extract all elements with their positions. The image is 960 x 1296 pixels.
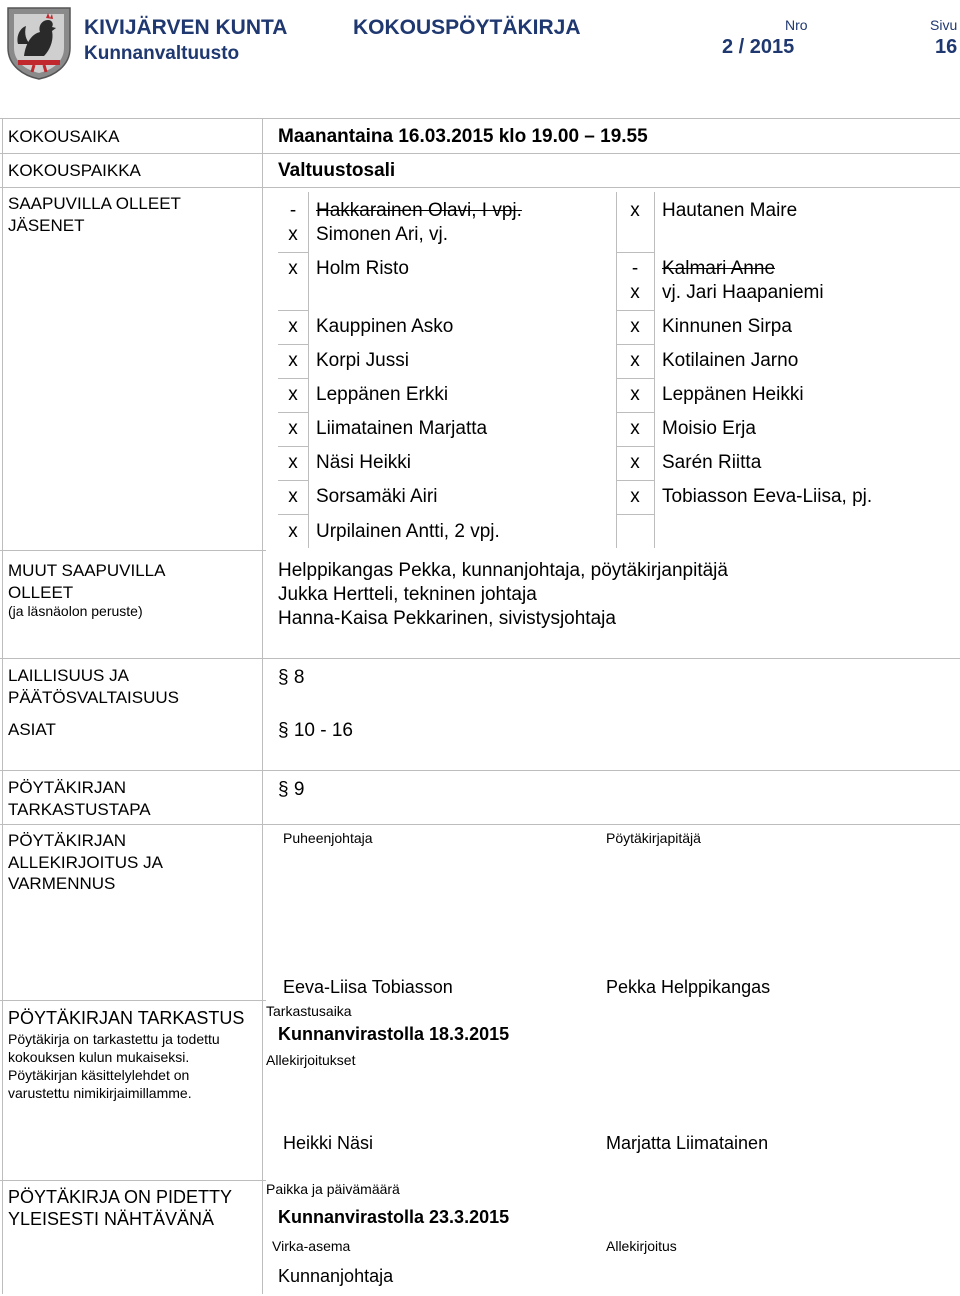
member-name: Tobiasson Eeva-Liisa, pj.	[662, 486, 873, 507]
rule	[278, 252, 308, 253]
member-name: Kotilainen Jarno	[662, 350, 799, 371]
rule	[262, 118, 263, 1294]
rule	[0, 1000, 266, 1001]
meeting-time-label: KOKOUSAIKA	[8, 127, 120, 146]
attendance-mark: x	[630, 486, 640, 507]
inspector-name: Marjatta Liimatainen	[606, 1133, 769, 1153]
inspection-method-label: PÖYTÄKIRJAN TARKASTUSTAPA	[8, 778, 151, 819]
meeting-place-value: Valtuustosali	[278, 160, 396, 181]
members-label: SAAPUVILLA OLLEET JÄSENET	[8, 194, 181, 235]
rule	[0, 770, 960, 771]
member-name: Kalmari Anne	[662, 258, 776, 279]
chair-caption: Puheenjohtaja	[283, 830, 373, 846]
member-name: Sorsamäki Airi	[316, 486, 438, 507]
rule	[278, 514, 308, 515]
other-attendee: Helppikangas Pekka, kunnanjohtaja, pöytäkirjanpitäjä	[278, 560, 728, 581]
attendance-mark: x	[288, 350, 298, 371]
rule	[278, 480, 308, 481]
organization-name: KIVIJÄRVEN KUNTA	[84, 16, 288, 39]
place-date-value: Kunnanvirastolla 23.3.2015	[278, 1207, 510, 1227]
municipality-crest-icon	[4, 4, 74, 80]
page-number: 16	[935, 36, 958, 58]
member-name: Korpi Jussi	[316, 350, 409, 371]
organ-name: Kunnanvaltuusto	[84, 43, 240, 64]
attendance-mark: x	[630, 418, 640, 439]
rule	[2, 118, 3, 1294]
member-name: Leppänen Heikki	[662, 384, 804, 405]
rule	[616, 252, 654, 253]
position-value: Kunnanjohtaja	[278, 1266, 394, 1286]
secretary-caption: Pöytäkirjapitäjä	[606, 830, 701, 846]
legality-label: LAILLISUUS JA PÄÄTÖSVALTAISUUS	[8, 666, 179, 707]
signature-caption: Allekirjoitus	[606, 1238, 677, 1254]
document-type: KOKOUSPÖYTÄKIRJA	[353, 16, 581, 39]
rule	[278, 310, 308, 311]
chair-name: Eeva-Liisa Tobiasson	[283, 977, 453, 997]
others-sublabel: (ja läsnäolon peruste)	[8, 603, 143, 619]
member-name: Kinnunen Sirpa	[662, 316, 792, 337]
meeting-place-label: KOKOUSPAIKKA	[8, 161, 141, 180]
other-attendee: Jukka Hertteli, tekninen johtaja	[278, 584, 537, 605]
attendance-mark: x	[630, 384, 640, 405]
others-label: MUUT SAAPUVILLA OLLEET	[8, 561, 166, 602]
attendance-mark: x	[288, 486, 298, 507]
attendance-mark: x	[288, 316, 298, 337]
member-name: Holm Risto	[316, 258, 409, 279]
rule	[616, 446, 654, 447]
member-name: Simonen Ari, vj.	[316, 224, 448, 245]
rule	[654, 192, 655, 548]
rule	[0, 550, 266, 551]
member-name: Näsi Heikki	[316, 452, 412, 473]
inspection-label: PÖYTÄKIRJAN TARKASTUS	[8, 1008, 245, 1028]
rule	[0, 658, 960, 659]
inspection-method-value: § 9	[278, 779, 305, 800]
items-label: ASIAT	[8, 720, 56, 739]
rule	[0, 824, 960, 825]
attendance-mark: x	[288, 384, 298, 405]
meeting-time-value: Maanantaina 16.03.2015 klo 19.00 – 19.55	[278, 126, 648, 147]
signature-label: PÖYTÄKIRJAN ALLEKIRJOITUS JA VARMENNUS	[8, 831, 163, 893]
inspection-description: Pöytäkirja on tarkastettu ja todettu kokouksen kulun mukaiseksi. Pöytäkirjan käsittelylehdet on varustettu nimikirjaimillamme.	[8, 1031, 220, 1101]
rule	[278, 344, 308, 345]
position-caption: Virka-asema	[272, 1238, 351, 1254]
member-name: Liimatainen Marjatta	[316, 418, 488, 439]
signatures-caption: Allekirjoitukset	[266, 1052, 356, 1068]
rule	[278, 446, 308, 447]
legality-value: § 8	[278, 667, 305, 688]
rule	[0, 1180, 266, 1181]
rule	[616, 378, 654, 379]
rule	[0, 187, 960, 188]
rule	[278, 412, 308, 413]
attendance-mark: -	[289, 200, 297, 221]
member-name: Moisio Erja	[662, 418, 756, 439]
inspector-name: Heikki Näsi	[283, 1133, 374, 1153]
attendance-mark: x	[288, 418, 298, 439]
rule	[616, 480, 654, 481]
attendance-mark: x	[630, 282, 640, 303]
member-name: Hakkarainen Olavi, I vpj.	[316, 200, 522, 221]
attendance-mark: x	[630, 200, 640, 221]
attendance-mark: x	[630, 350, 640, 371]
attendance-mark: -	[631, 258, 639, 279]
rule	[616, 412, 654, 413]
rule	[278, 378, 308, 379]
rule	[0, 118, 960, 119]
rule	[308, 192, 309, 548]
member-name: vj. Jari Haapaniemi	[662, 282, 824, 303]
number-label: Nro	[785, 17, 808, 33]
attendance-mark: x	[288, 258, 298, 279]
other-attendee: Hanna-Kaisa Pekkarinen, sivistysjohtaja	[278, 608, 616, 629]
items-value: § 10 - 16	[278, 720, 353, 741]
attendance-mark: x	[288, 224, 298, 245]
inspection-time-caption: Tarkastusaika	[266, 1003, 352, 1019]
rule	[0, 153, 960, 154]
member-name: Hautanen Maire	[662, 200, 798, 221]
rule	[616, 310, 654, 311]
member-name: Leppänen Erkki	[316, 384, 449, 405]
member-name: Urpilainen Antti, 2 vpj.	[316, 521, 500, 542]
attendance-mark: x	[288, 452, 298, 473]
inspection-time-value: Kunnanvirastolla 18.3.2015	[278, 1024, 510, 1044]
place-date-caption: Paikka ja päivämäärä	[266, 1181, 400, 1197]
document-number: 2 / 2015	[722, 36, 795, 58]
member-name: Sarén Riitta	[662, 452, 762, 473]
page-label: Sivu	[930, 17, 958, 33]
member-name: Kauppinen Asko	[316, 316, 454, 337]
rule	[616, 344, 654, 345]
attendance-mark: x	[630, 452, 640, 473]
public-display-label: PÖYTÄKIRJA ON PIDETTY YLEISESTI NÄHTÄVÄNÄ	[8, 1187, 233, 1229]
rule	[616, 514, 654, 515]
secretary-name: Pekka Helppikangas	[606, 977, 771, 997]
attendance-mark: x	[288, 521, 298, 542]
attendance-mark: x	[630, 316, 640, 337]
rule	[616, 192, 617, 548]
